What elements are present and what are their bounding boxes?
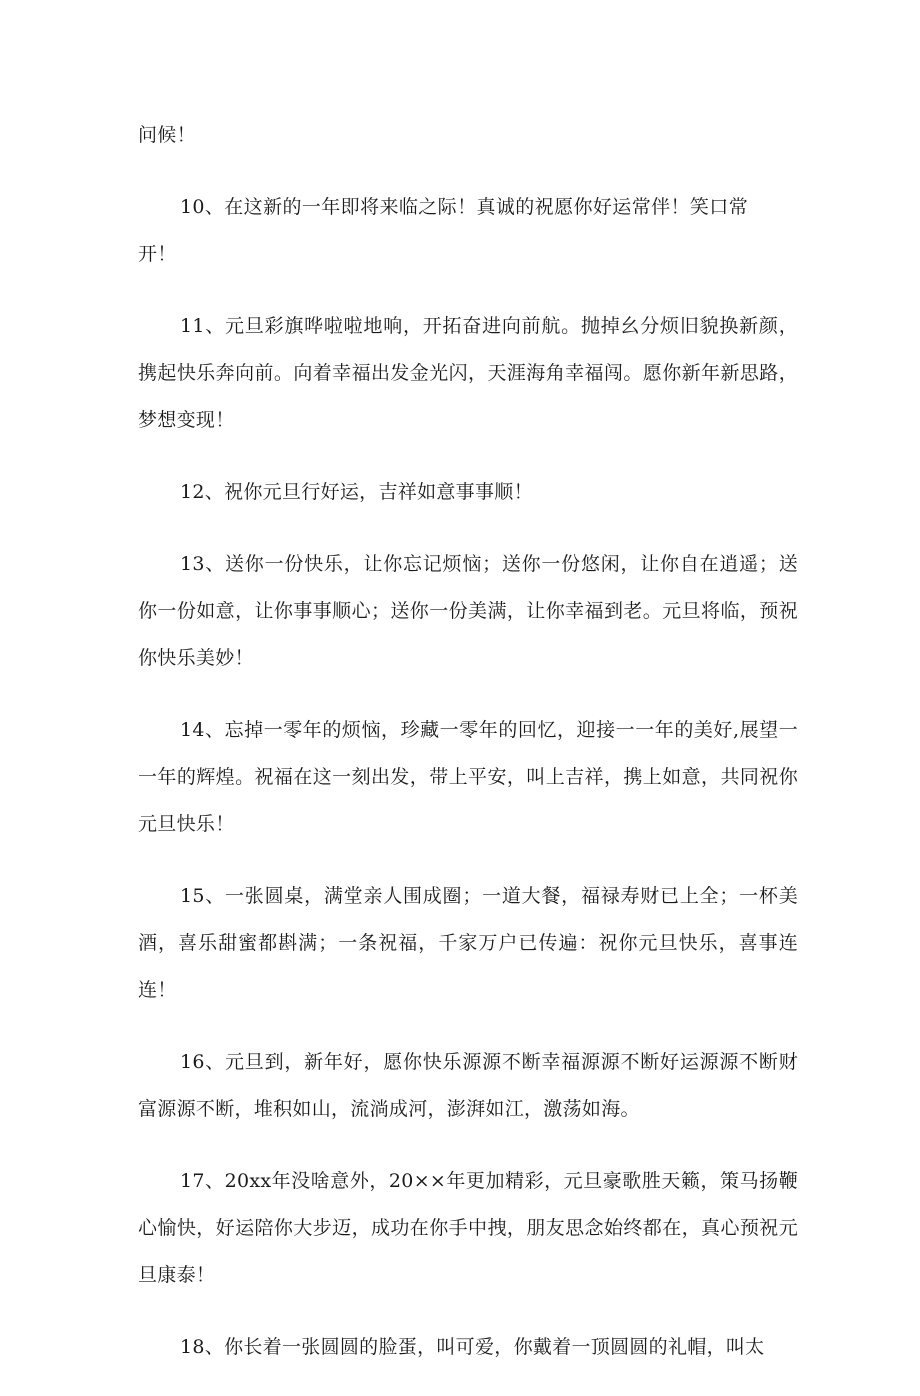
paragraph-13: 13、送你一份快乐，让你忘记烦恼；送你一份悠闲，让你自在逍遥；送你一份如意，让你事事顺心；送你一份美满，让你幸福到老。元旦将临，预祝你快乐美妙！ <box>138 553 798 669</box>
paragraph-10: 10、在这新的一年即将来临之际！真诚的祝愿你好运常伴！笑口常开！ <box>138 196 748 265</box>
paragraph-11: 11、元旦彩旗哗啦啦地响，开拓奋进向前航。抛掉幺分烦旧貌换新颜，携起快乐奔向前。向着幸福出发金光闪，天涯海角幸福闯。愿你新年新思路，梦想变现！ <box>138 315 798 431</box>
paragraph-12: 12、祝你元旦行好运，吉祥如意事事顺！ <box>180 481 533 503</box>
paragraph-18: 18、你长着一张圆圆的脸蛋，叫可爱，你戴着一顶圆圆的礼帽，叫太 <box>180 1336 765 1358</box>
document-body <box>138 112 798 1396</box>
paragraph-17: 17、20xx年没啥意外，20××年更加精彩，元旦豪歌胜天籁，策马扬鞭心愉快，好运陪你大步迈，成功在你手中拽，朋友思念始终都在，真心预祝元旦康泰！ <box>138 1170 798 1286</box>
paragraph-14: 14、忘掉一零年的烦恼，珍藏一零年的回忆，迎接一一年的美好,展望一一年的辉煌。祝福在这一刻出发，带上平安，叫上吉祥，携上如意，共同祝你元旦快乐！ <box>138 719 798 835</box>
paragraph-continuation: 问候！ <box>138 124 196 146</box>
paragraph-16: 16、元旦到，新年好，愿你快乐源源不断幸福源源不断好运源源不断财富源源不断，堆积如山，流淌成河，澎湃如江，激荡如海。 <box>138 1051 798 1120</box>
paragraph-15: 15、一张圆桌，满堂亲人围成圈；一道大餐，福禄寿财已上全；一杯美酒，喜乐甜蜜都斟满；一条祝福，千家万户已传遍：祝你元旦快乐，喜事连连！ <box>138 885 798 1001</box>
